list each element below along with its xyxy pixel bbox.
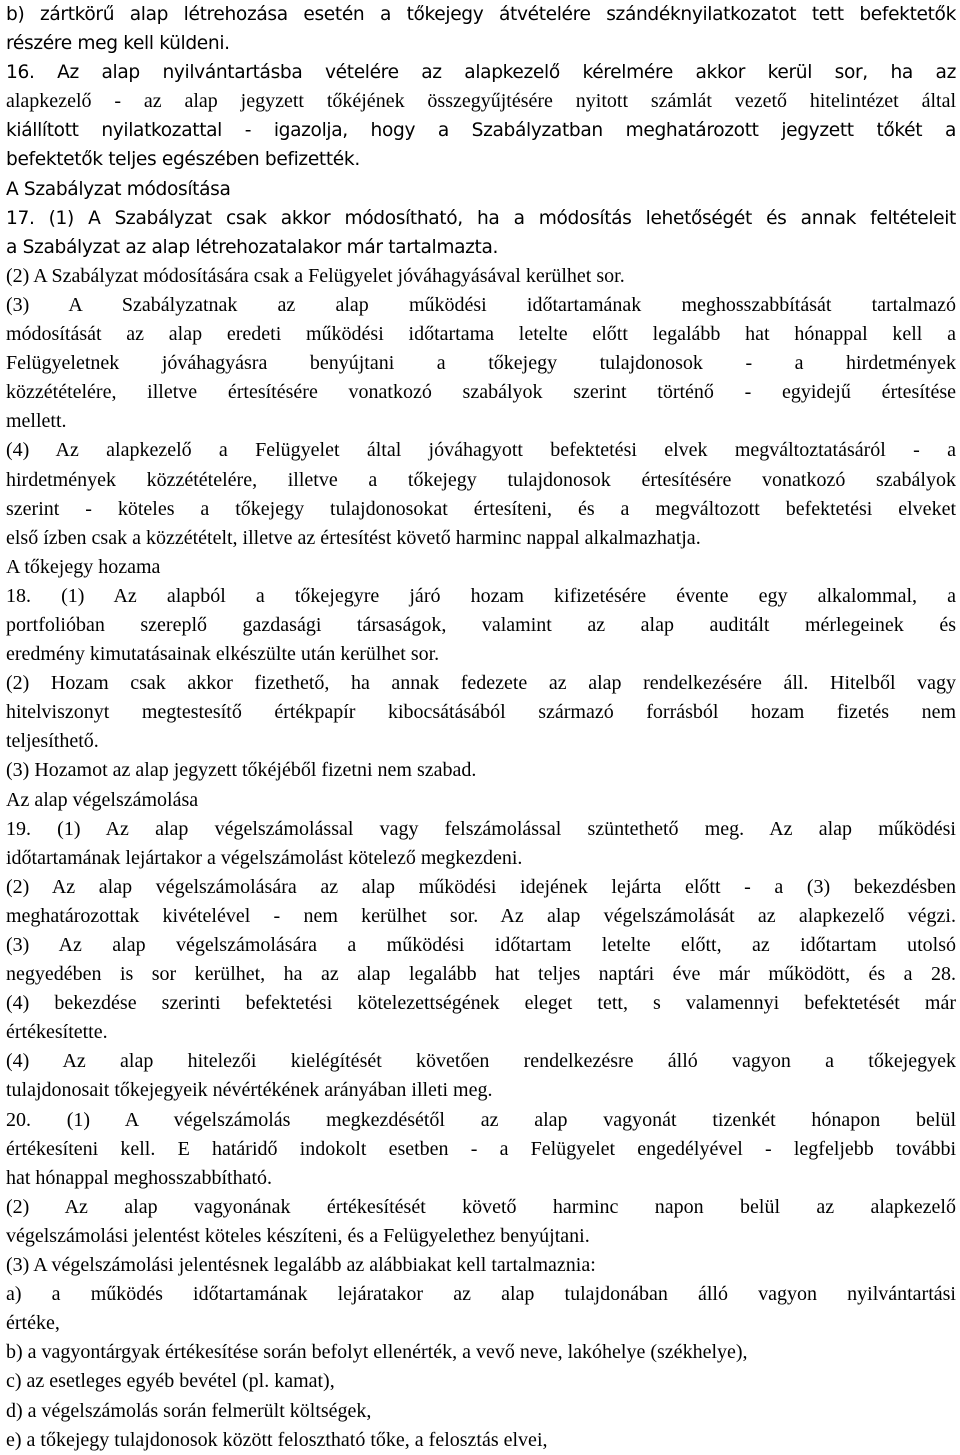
text-line: első ízben csak a közzétételt, illetve az értesítést követő harminc nappal alkalmazhatja. <box>6 526 701 549</box>
document-page <box>6 0 956 1455</box>
text-line: b) a vagyontárgyak értékesítése során befolyt ellenérték, a vevő neve, lakóhelye (székhelye), <box>6 1341 748 1364</box>
text-line: (2) Az alap vagyonának értékesítését követő harminc napon belül az alapkezelő <box>6 1195 956 1218</box>
text-line: portfolióban szereplő gazdasági társaságok, valamint az alap auditált mérlegeinek és <box>6 613 956 636</box>
text-line: e) a tőkejegy tulajdonosok között felosztható tőke, a felosztás elvei, <box>6 1428 548 1451</box>
text-line: hat hónappal meghosszabbítható. <box>6 1166 273 1189</box>
text-line: értéke, <box>6 1312 60 1335</box>
text-line: végelszámolási jelentést köteles készíteni, és a Felügyelethez benyújtani. <box>6 1224 590 1247</box>
text-line: d) a végelszámolás során felmerült költségek, <box>6 1399 372 1422</box>
text-line: időtartamának lejártakor a végelszámolást kötelező megkezdeni. <box>6 846 523 869</box>
text-line: Felügyeletnek jóváhagyásra benyújtani a tőkejegy tulajdonosok - a hirdetmények <box>6 352 956 375</box>
text-line: hirdetmények közzétételére, illetve a tőkejegy tulajdonosok értesítésére vonatkozó szabályok <box>6 468 956 491</box>
text-line: c) az esetleges egyéb bevétel (pl. kamat), <box>6 1370 335 1393</box>
text-line: 19. (1) Az alap végelszámolással vagy felszámolással szüntethető meg. Az alap működési <box>6 817 956 840</box>
text-line: (4) Az alapkezelő a Felügyelet által jóváhagyott befektetési elvek megváltoztatásáról - a <box>6 439 956 462</box>
text-line: 20. (1) A végelszámolás megkezdésétől az alap vagyonát tizenkét hónapon belül <box>6 1108 956 1131</box>
text-line: hitelviszonyt megtestesítő értékpapír kibocsátásából származó forrásból hozam fizetés nem <box>6 701 956 724</box>
text-line: 17. (1) A Szabályzat csak akkor módosítható, ha a módosítás lehetőségét és annak feltételeit <box>6 207 956 229</box>
text-line: Az alap végelszámolása <box>6 788 199 811</box>
text-line: (4) bekezdése szerinti befektetési kötelezettségének eleget tett, s valamennyi befektetését már <box>6 992 956 1015</box>
text-line: (3) A Szabályzatnak az alap működési időtartamának meghosszabbítását tartalmazó <box>6 293 956 316</box>
text-line: A tőkejegy hozama <box>6 555 161 578</box>
text-line: negyedében is sor kerülhet, ha az alap legalább hat teljes naptári éve már működött, és a 28. <box>6 963 956 986</box>
text-line: eredmény kimutatásainak elkészülte után kerülhet sor. <box>6 643 440 666</box>
text-line: részére meg kell küldeni. <box>6 33 230 55</box>
text-line: b) zártkörű alap létrehozása esetén a tőkejegy átvételére szándéknyilatkozatot tett befektetők <box>6 4 956 25</box>
text-line: módosítását az alap eredeti működési időtartama letelte előtt legalább hat hónappal kell a <box>6 323 956 346</box>
text-line: A Szabályzat módosítása <box>6 178 231 200</box>
text-line: értékesíteni kell. E határidő indokolt esetben - a Felügyelet engedélyével - legfeljebb további <box>6 1137 956 1160</box>
text-line: alapkezelő - az alap jegyzett tőkéjének összegyűjtésére nyitott számlát vezető hitelintézet által <box>6 90 956 113</box>
text-line: teljesíthető. <box>6 730 99 753</box>
text-line: közzétételére, illetve értesítésére vonatkozó szabályok szerint történő - egyidejű értesítése <box>6 381 956 404</box>
text-line: (4) Az alap hitelezői kielégítését követően rendelkezésre álló vagyon a tőkejegyek <box>6 1050 956 1073</box>
text-line: 18. (1) Az alapból a tőkejegyre járó hozam kifizetésére évente egy alkalommal, a <box>6 584 956 607</box>
text-line: (2) A Szabályzat módosítására csak a Felügyelet jóváhagyásával kerülhet sor. <box>6 264 625 287</box>
text-line: 16. Az alap nyilvántartásba vételére az alapkezelő kérelmére akkor kerül sor, ha az <box>6 62 956 84</box>
text-line: értékesítette. <box>6 1021 108 1044</box>
text-line: (3) A végelszámolási jelentésnek legalább az alábbiakat kell tartalmaznia: <box>6 1254 596 1277</box>
text-line: tulajdonosait tőkejegyeik névértékének arányában illeti meg. <box>6 1079 493 1102</box>
text-line: befektetők teljes egészében befizették. <box>6 149 360 171</box>
text-line: a) a működés időtartamának lejáratakor az alap tulajdonában álló vagyon nyilvántartási <box>6 1283 956 1306</box>
text-line: (2) Az alap végelszámolására az alap működési idejének lejárta előtt - a (3) bekezdésben <box>6 875 956 898</box>
text-line: (2) Hozam csak akkor fizethető, ha annak fedezete az alap rendelkezésére áll. Hitelből vagy <box>6 672 956 695</box>
text-line: mellett. <box>6 410 67 433</box>
text-line: kiállított nyilatkozattal - igazolja, hogy a Szabályzatban meghatározott jegyzett tőkét a <box>6 120 956 142</box>
text-line: meghatározottak kivételével - nem kerülhet sor. Az alap végelszámolását az alapkezelő végzi. <box>6 904 956 927</box>
text-line: (3) Hozamot az alap jegyzett tőkéjéből fizetni nem szabad. <box>6 759 477 782</box>
text-line: (3) Az alap végelszámolására a működési időtartam letelte előtt, az időtartam utolsó <box>6 934 956 956</box>
text-line: szerint - köteles a tőkejegy tulajdonosokat értesíteni, és a megváltozott befektetési elveket <box>6 497 956 520</box>
text-line: a Szabályzat az alap létrehozatalakor már tartalmazta. <box>6 236 499 258</box>
